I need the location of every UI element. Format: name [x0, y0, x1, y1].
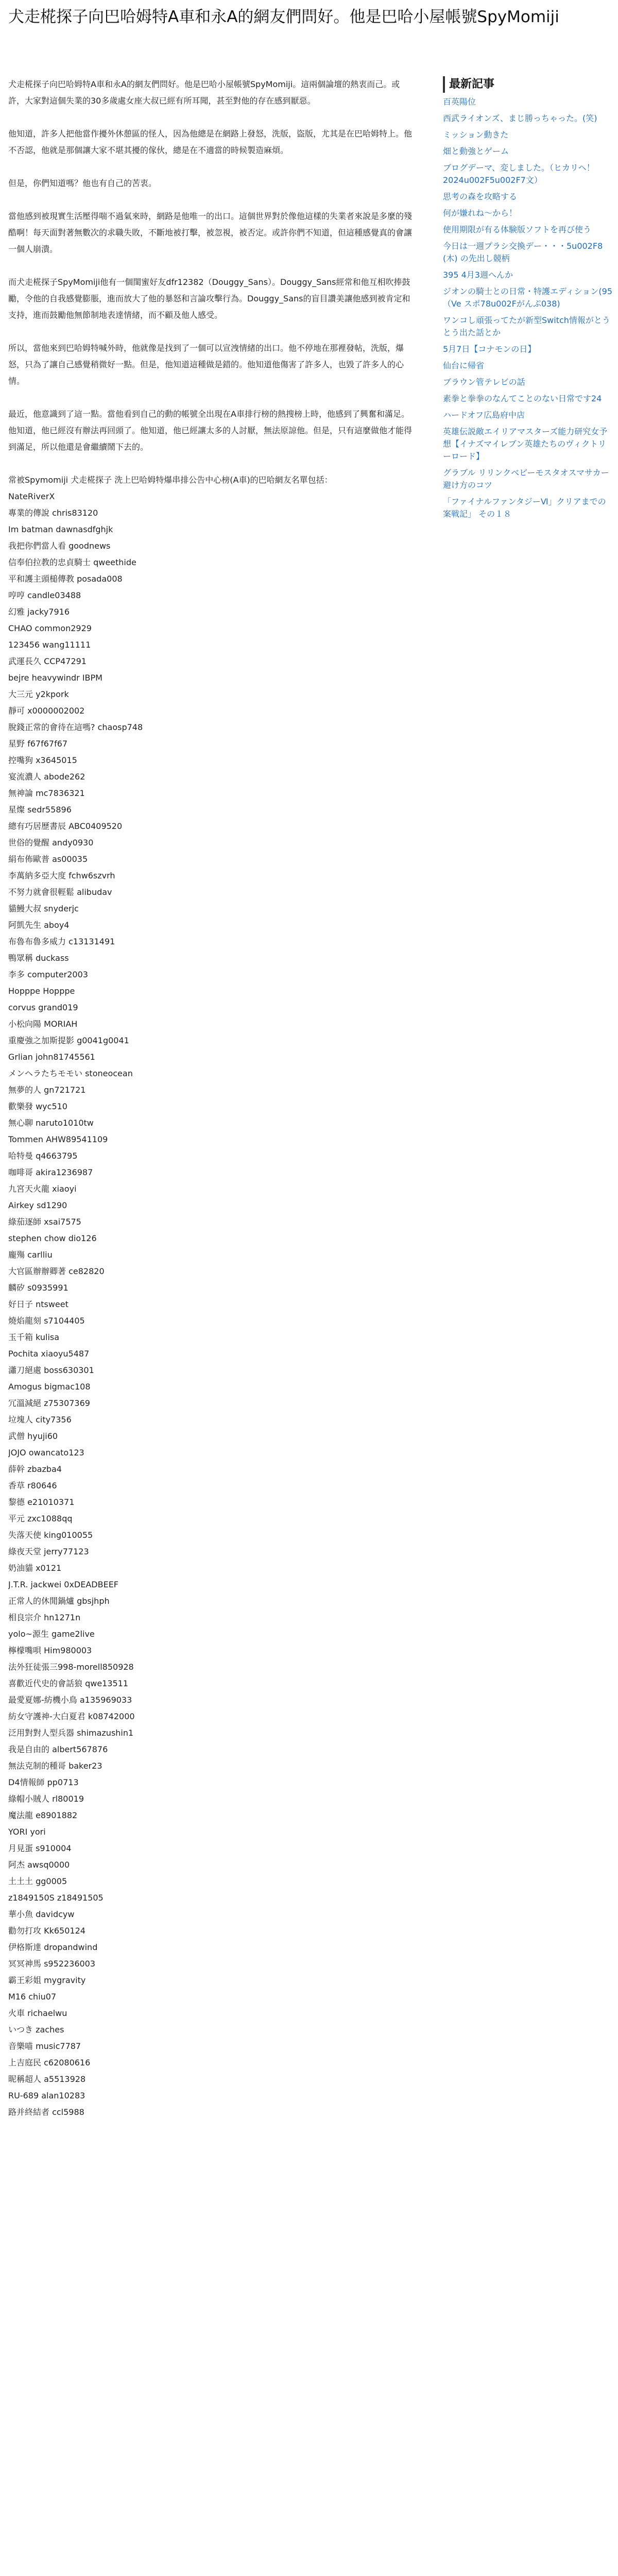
list-item: 阿杰 awsq0000 [8, 1860, 70, 1870]
list-item: 燒焰龍刻 s7104405 [8, 1316, 85, 1326]
recent-post-link[interactable]: 使用期限が有る体験版ソフトを再び使う [443, 225, 592, 234]
sidebar [443, 76, 613, 524]
list-item: 黎德 e21010371 [8, 1497, 75, 1507]
list-item: 控嘴狗 x3645015 [8, 755, 77, 765]
list-item: メンヘラたちモモい stoneocean [8, 1069, 133, 1078]
list-item: 冥冥神馬 s952236003 [8, 1959, 96, 1969]
list-item: 薛幹 zbazba4 [8, 1464, 62, 1474]
recent-post-item [443, 129, 613, 141]
recent-posts-list [443, 96, 613, 520]
list-item: Pochita xiaoyu5487 [8, 1349, 90, 1359]
list-item: 布魯布魯多威力 c13131491 [8, 937, 115, 946]
article-paragraph: 最近，他意識到了這一點。當他看到自己的動的帳號全出現在A車排行榜的熱搜榜上時，他感到了興奮和滿足。他知道，他已經沒有辦法再回頭了。他知道，他已經讓太多的人討厭，無法原諒他。但是，只有這麼做他才能得到滿足，所以他還是會繼續鬧下去的。 [8, 409, 413, 452]
list-item: 絹布佈歐普 as00035 [8, 854, 88, 864]
recent-post-link[interactable]: ジオンの騎士との日常・特護エディション(95（Ve スポ78u002Fがんぷ038) [443, 286, 613, 309]
list-item: 靜可 x0000002002 [8, 706, 85, 716]
recent-post-item [443, 393, 613, 405]
page-title: 犬走椛探子向巴哈姆特A車和永A的網友們問好。他是巴哈小屋帳號SpyMomiji [8, 8, 559, 26]
list-item: 奶油貓 x0121 [8, 1563, 62, 1573]
recent-post-item [443, 112, 613, 125]
list-item: 魔法龍 e8901882 [8, 1810, 78, 1820]
recent-post-link[interactable]: 今日は一週プラシ交換デー・・・5u002F8 (木) の先出し競柄 [443, 241, 603, 263]
list-item: NateRiverX [8, 492, 55, 501]
recent-post-link[interactable]: 仙台に帰省 [443, 361, 485, 370]
list-item: 好日子 ntsweet [8, 1299, 68, 1309]
list-item: 土土土 gg0005 [8, 1876, 67, 1886]
list-item: 無夢的人 gn721721 [8, 1085, 86, 1095]
member-list [8, 488, 415, 2121]
article-paragraph: 犬走椛探子向巴哈姆特A車和永A的網友們問好。他是巴哈小屋帳號SpyMomiji。這兩個論壇的熱衷而己。或許，大家對這個失業的30多歲處女座大叔已經有所耳聞，甚至對他的存在感到厭惡。 [8, 79, 400, 106]
recent-post-item [443, 409, 613, 421]
list-item: 失落天使 king010055 [8, 1530, 93, 1540]
article-paragraph: 而犬走椛探子SpyMomiji他有一個閨蜜好友dfr12382（Douggy_Sans）。Douggy_Sans經常和他互相吹捧鼓勵，令他的自我感覺膨脹，進而放大了他的暴怒和言論攻擊行為。Douggy_Sans的盲目讚美讓他感到被肯定和支持，進而鼓勵他無節制地表達情緒，而不顧及他人感受。 [8, 277, 410, 320]
list-item: 上吉庭民 c62080616 [8, 2058, 91, 2067]
list-item: 冗溫減絕 z75307369 [8, 1398, 90, 1408]
recent-post-item [443, 360, 613, 372]
list-item: 平和護主頭槌傳教 posada008 [8, 574, 123, 584]
recent-post-item [443, 426, 613, 463]
list-item: 最愛夏娜-紡機小鳥 a135969033 [8, 1695, 132, 1705]
recent-post-item [443, 269, 613, 281]
recent-post-link[interactable]: 百英陽位 [443, 97, 476, 107]
recent-post-link[interactable]: グラブル リリンクベビーモスタオスマサカー 避け方のコツ [443, 468, 609, 490]
list-item: 泛用對對人型兵器 shimazushin1 [8, 1728, 134, 1738]
list-item: 小松向陽 MORIAH [8, 1019, 78, 1029]
list-item: 喜歡近代史的會話狼 qwe13511 [8, 1679, 129, 1688]
list-item: 專業的傳說 chris83120 [8, 508, 98, 518]
list-item: 無心聊 naruto1010tw [8, 1118, 94, 1128]
list-item: 九宮天火龍 xiaoyi [8, 1184, 77, 1194]
list-item: 玉千箱 kulisa [8, 1332, 60, 1342]
recent-post-link[interactable]: 何が嫌れね〜から！ [443, 208, 518, 218]
list-item: 霸王彩姐 mygravity [8, 1975, 86, 1985]
list-item: 音樂喵 music7787 [8, 2041, 81, 2051]
article-paragraph: 但是，你們知道嗎？他也有自己的苦衷。 [8, 178, 157, 188]
list-item: 歡樂發 wyc510 [8, 1101, 67, 1111]
list-item: 無法克制的種哥 baker23 [8, 1761, 102, 1771]
article-paragraph: 他知道，許多人把他當作擾外休憩區的怪人，因為他總是在網路上發怒，洗版，盜版，尤其是在巴哈姆特上。他不否認，他就是那個讓大家不堪其擾的傢伙，總是在不適當的時候製造麻煩。 [8, 129, 413, 155]
list-item: 月見蛋 s910004 [8, 1843, 72, 1853]
list-item: bejre heavywindr IBPM [8, 673, 102, 683]
sidebar-title: 最新記事 [443, 76, 613, 93]
list-item: 123456 wang11111 [8, 640, 91, 650]
list-item: 昵稱超人 a5513928 [8, 2074, 86, 2084]
list-item: 阿凱先生 aboy4 [8, 920, 70, 930]
list-item: 脫錢正常的會待在這嗎? chaosp748 [8, 722, 143, 732]
list-item: 大三元 y2kpork [8, 689, 69, 699]
list-item: 總有巧居歷書辰 ABC0409520 [8, 821, 123, 831]
article-paragraph: 所以，當他來到巴哈姆特喊外時，他就像是找到了一個可以宣洩情緒的出口。他不停地在那裡發帖，洗版，爆怒，只為了讓自己感覺稍微好一點。但是，他知道這種做是錯的。他知道他傷害了許多人，也毀了許多人的心情。 [8, 343, 404, 386]
list-item: corvus grand019 [8, 1003, 78, 1012]
list-item: 哼哼 candle03488 [8, 590, 81, 600]
list-item: 大官區辦辦卿著 ce82820 [8, 1266, 105, 1276]
list-item: 武僧 hyuji60 [8, 1431, 58, 1441]
list-item: 咖啡哥 akira1236987 [8, 1167, 93, 1177]
list-item: Grlian john81745561 [8, 1052, 95, 1062]
recent-post-item [443, 467, 613, 492]
recent-post-item [443, 145, 613, 158]
recent-post-link[interactable]: 思考の森を攻略する [443, 192, 518, 201]
list-item: 紡女守護神-大白夏君 k08742000 [8, 1711, 135, 1721]
list-item: 正常人的休閒鍋爐 gbsjhph [8, 1596, 110, 1606]
list-item: 華小魚 davidcyw [8, 1909, 75, 1919]
recent-post-link[interactable]: 395 4月3週へんか [443, 270, 513, 280]
list-item: 星野 f67f67f67 [8, 739, 68, 749]
list-item: 我把你們當人看 goodnews [8, 541, 111, 551]
list-item: D4情報師 pp0713 [8, 1777, 79, 1787]
list-item: M16 chiu07 [8, 1992, 57, 2002]
list-item: 李萬納多亞大度 fchw6szvrh [8, 871, 115, 880]
list-item: 星燦 sedr55896 [8, 805, 72, 815]
list-item: JOJO owancato123 [8, 1448, 84, 1458]
recent-post-item [443, 496, 613, 520]
list-item: CHAO common2929 [8, 623, 92, 633]
list-item: 貓鰻大叔 snyderjc [8, 904, 79, 913]
list-item: 綠帽小賊人 rl80019 [8, 1794, 84, 1804]
list-item: J.T.R. jackwei 0xDEADBEEF [8, 1580, 118, 1589]
list-item: 幻雅 jacky7916 [8, 607, 70, 617]
list-item: 垃塊人 city7356 [8, 1415, 72, 1425]
recent-post-item [443, 191, 613, 203]
recent-post-item [443, 224, 613, 236]
list-item: 路并終結者 ccl5988 [8, 2107, 84, 2117]
recent-post-link[interactable]: 西武ライオンズ、まじ勝っちゃった。(笑) [443, 113, 597, 123]
recent-post-item [443, 162, 613, 187]
list-item: 平元 zxc1088qq [8, 1514, 73, 1523]
list-item: z1849150S z18491505 [8, 1893, 104, 1903]
list-item: 檸檬嘴唄 Him980003 [8, 1646, 92, 1655]
list-item: YORI yori [8, 1827, 46, 1837]
article-body [8, 76, 415, 2121]
list-item: 龐殤 carlliu [8, 1250, 53, 1260]
list-item: 伊格斯達 dropandwind [8, 1942, 98, 1952]
list-item: 武運長久 CCP47291 [8, 656, 87, 666]
list-item: 瀟刀絕處 boss630301 [8, 1365, 94, 1375]
list-item: yolo~源生 game2live [8, 1629, 95, 1639]
recent-post-item [443, 240, 613, 265]
recent-post-link[interactable]: ワンコし頑張ってたが新型Switch情報がとうとう出た話とか [443, 315, 610, 337]
list-item: 世俗的覺醒 andy0930 [8, 838, 94, 848]
list-item: 李多 computer2003 [8, 970, 88, 979]
recent-post-item [443, 207, 613, 219]
list-item: Im batman dawnasdfghjk [8, 524, 113, 534]
list-item: 綠夜天堂 jerry77123 [8, 1547, 89, 1556]
recent-post-item [443, 285, 613, 310]
list-item: 哈特曼 q4663795 [8, 1151, 78, 1161]
recent-post-link[interactable]: 素拳と拳拳のなんてことのない日常です24 [443, 394, 602, 403]
recent-post-link[interactable]: ブログデーマ、変しました。（ヒカリヘ！2024u002F5u002F7文） [443, 163, 595, 185]
list-item: 宴流濃人 abode262 [8, 772, 85, 782]
recent-post-link[interactable]: 畑と動強とゲーム [443, 146, 509, 156]
member-list-intro: 常被Spymomiji 犬走椛探子 洗上巴哈姆特爆串排公告中心榜(A車)的巴哈網友名單包括： [8, 475, 333, 485]
recent-post-link[interactable]: ハードオフ広島府中店 [443, 410, 525, 420]
recent-post-item [443, 376, 613, 388]
article-paragraph: 當他感到被現實生活壓得喘不過氣來時，網路是他唯一的出口。這個世界對於像他這樣的失業者來說是多麼的殘酷啊！每天面對著無數次的求職失敗，不斷地被打擊，被忽視，被否定。或許你們不知道，但這種感覺真的會讓一個人崩潰。 [8, 211, 413, 254]
list-item: 鴨眾稱 duckass [8, 953, 69, 963]
list-item: 麟矽 s0935991 [8, 1283, 68, 1293]
list-item: Hopppe Hopppe [8, 986, 75, 996]
list-item: 法外狂徒張三998-morell850928 [8, 1662, 134, 1672]
list-item: 香草 r80646 [8, 1481, 57, 1490]
list-item: RU-689 alan10283 [8, 2091, 85, 2100]
list-item: Tommen AHW89541109 [8, 1134, 108, 1144]
list-item: Amogus bigmac108 [8, 1382, 91, 1392]
recent-post-link[interactable]: ミッション動きた [443, 130, 509, 140]
recent-post-item [443, 314, 613, 339]
list-item: 勸勿打攻 Kk650124 [8, 1926, 85, 1936]
recent-post-item [443, 96, 613, 108]
list-item: 不努力就會很輕鬆 alibudav [8, 887, 112, 897]
recent-post-link[interactable]: 英雄伝説敵エイリアマスターズ能力研究女予想【イナズマイレブン英雄たちのヴィクトリーロード】 [443, 427, 608, 461]
list-item: 無神論 mc7836321 [8, 788, 85, 798]
list-item: いつき zaches [8, 2025, 64, 2035]
list-item: 信奉伯拉教的忠貞騎士 qweethide [8, 557, 136, 567]
recent-post-item [443, 343, 613, 355]
list-item: 火車 richaelwu [8, 2008, 67, 2018]
recent-post-link[interactable]: ブラウン管テレビの話 [443, 377, 525, 387]
recent-post-link[interactable]: 5月7日【コナモンの日】 [443, 344, 536, 354]
list-item: 綠茄逐師 xsai7575 [8, 1217, 81, 1227]
list-item: 相良宗介 hn1271n [8, 1613, 81, 1622]
recent-post-link[interactable]: 「ファイナルファンタジーⅥ」クリアまでの案戦記」 その１８ [443, 497, 606, 519]
list-item: 重慶強之加斯提影 g0041g0041 [8, 1036, 129, 1045]
list-item: stephen chow dio126 [8, 1233, 97, 1243]
list-item: 我是自由的 albert567876 [8, 1744, 108, 1754]
list-item: Airkey sd1290 [8, 1200, 67, 1210]
